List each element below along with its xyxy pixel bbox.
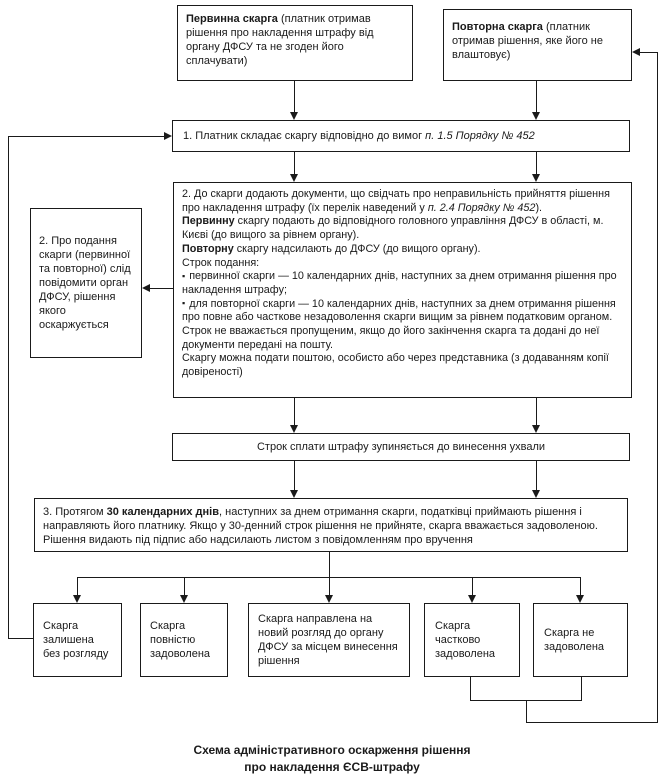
connector-step2-to-suspend-right [536,398,537,426]
arrowhead-down-icon [290,112,298,120]
box-step3 [34,498,628,552]
caption-line1: Схема адміністративного оскарження рішення [193,743,471,757]
primary-complaint-rest: (платник отримав рішення про накладення штрафу від органу ДФСУ та не згоден його сплачувати) [186,13,374,68]
step2-p1 [182,188,623,215]
step2-p4: Строк подання: [182,256,260,269]
arrowhead-down-icon [290,174,298,182]
bullet-icon: ▪ [182,270,186,281]
arrowhead-down-icon [73,595,81,603]
drop-outcome-4 [472,577,473,596]
box-outcome-partially-satisfied [424,603,520,677]
step2-p3-text: скаргу надсилають до ДФСУ (до вищого органу). [233,242,481,255]
feedback-into-repeat [640,52,657,53]
step2-p1-text: 2. До скарги додають документи, що свідчать про неправильність прийняття рішення про накладення штрафу (їх перелік наведений у [182,188,610,214]
box-step2 [173,182,632,398]
drop-outcome-5 [580,577,581,596]
step2-bullet2 [182,298,623,325]
step2-p6: Скаргу можна подати поштою, особисто або через представника (з додаванням копії довіреності) [182,352,609,379]
step3-a: 3. Протягом [43,506,107,518]
arrowhead-left-icon [632,48,640,56]
bullet-icon: ▪ [182,298,186,309]
outcome-text: Скарга частково задоволена [435,619,496,661]
connector-step2-to-notify [150,288,173,289]
step2-p1-end: ). [535,201,543,214]
step1-legal-ref: п. 1.5 Порядку № 452 [425,129,535,142]
drop-outcome-3 [329,577,330,596]
arrowhead-down-icon [290,425,298,433]
connector-step1-to-step2-left [294,152,295,175]
arrowhead-down-icon [576,595,584,603]
feedback-left-up [8,136,9,639]
box-notify-authority [30,208,142,358]
box-suspend-payment [172,433,630,461]
notify-authority-text: 2. Про подання скарги (первинної та повторної) слід повідомити орган ДФСУ, рішення якого оскаржується [39,234,131,332]
step1-plain: 1. Платник складає скаргу відповідно до вимог [183,129,426,142]
box-repeat-complaint [443,9,632,81]
box-outcome-new-review [248,603,410,677]
box-outcome-left-without-review [33,603,122,677]
step3-text [43,505,619,547]
feedback-bottom-right [526,722,658,723]
feedback-right-up [657,52,658,723]
suspend-payment-text: Строк сплати штрафу зупиняється до винесення ухвали [256,440,546,453]
connector-suspend-to-step3-left [294,461,295,491]
connector-suspend-to-step3-right [536,461,537,491]
drop-outcome-2 [184,577,185,596]
outcome-text: Скарга повністю задоволена [150,619,211,661]
feedback-join-down [526,700,527,722]
connector-step3-feed [329,552,330,577]
step1-text [183,129,535,143]
step2-p2 [182,215,623,242]
arrowhead-down-icon [532,174,540,182]
arrowhead-right-icon [164,132,172,140]
repeat-complaint-lead: Повторна скарга [452,21,543,33]
repeat-complaint-text [452,20,623,62]
connector-primary-to-step1 [294,81,295,113]
arrowhead-down-icon [532,425,540,433]
step2-bullet1 [182,270,623,297]
feedback-notsatisfied-down [581,677,582,700]
arrowhead-down-icon [468,595,476,603]
step2-p3-lead: Повторну [182,242,234,255]
step3-term: 30 календарних днів [106,506,220,518]
arrowhead-down-icon [532,490,540,498]
box-outcome-not-satisfied [533,603,628,677]
diagram-caption [0,742,664,777]
connector-step1-to-step2-right [536,152,537,175]
feedback-into-step1 [8,136,165,137]
step2-p3 [182,243,623,257]
arrowhead-down-icon [290,490,298,498]
step2-p5: Строк не вважається пропущеним, якщо до його закінчення скарга та додані до неї документи передані на пошту. [182,325,600,351]
arrowhead-left-icon [142,284,150,292]
step2-p2-lead: Первинну [182,215,235,228]
step2-legal-ref: п. 2.4 Порядку № 452 [427,201,536,214]
arrowhead-down-icon [325,595,333,603]
step2-bullet2-text: для повторної скарги — 10 календарних днів, наступних за днем отримання рішення про повне або часткове незадоволення скарги вищим за рівнем податковим органом. [182,297,616,324]
step2-p2-text: скаргу подають до відповідного головного управління ДФСУ в області, м. Києві (до вищого за рівнем органу). [182,215,604,242]
primary-complaint-lead: Первинна скарга [186,13,278,25]
feedback-partial-down [470,677,471,700]
step2-bullet1-text: первинної скарги — 10 календарних днів, наступних за днем отримання рішення про накладення штрафу; [182,270,617,296]
arrowhead-down-icon [180,595,188,603]
box-step1 [172,120,630,152]
box-primary-complaint [177,5,413,81]
outcome-text: Скарга не задоволена [544,626,605,653]
arrowhead-down-icon [532,112,540,120]
connector-step2-to-suspend-left [294,398,295,426]
primary-complaint-text [186,12,404,68]
repeat-complaint-rest: (платник отримав рішення, яке його не влаштовує) [452,21,603,62]
feedback-leftbox-out [8,638,33,639]
drop-outcome-1 [77,577,78,596]
box-outcome-fully-satisfied [140,603,228,677]
connector-repeat-to-step1 [536,81,537,113]
step3-b: , наступних за днем отримання скарги, податківці приймають рішення і направляють його платнику. Якщо у 30-денний строк рішення не прийняте, скарга вважається задоволеною. Рішення видають під підпис або надсилають листом з повідомленням про вручення [43,506,598,547]
outcome-text: Скарга залишена без розгляду [43,619,109,661]
caption-line2: про накладення ЄСВ-штрафу [244,760,420,775]
outcome-text: Скарга направлена на новий розгляд до органу ДФСУ за місцем винесення рішення [258,612,398,668]
